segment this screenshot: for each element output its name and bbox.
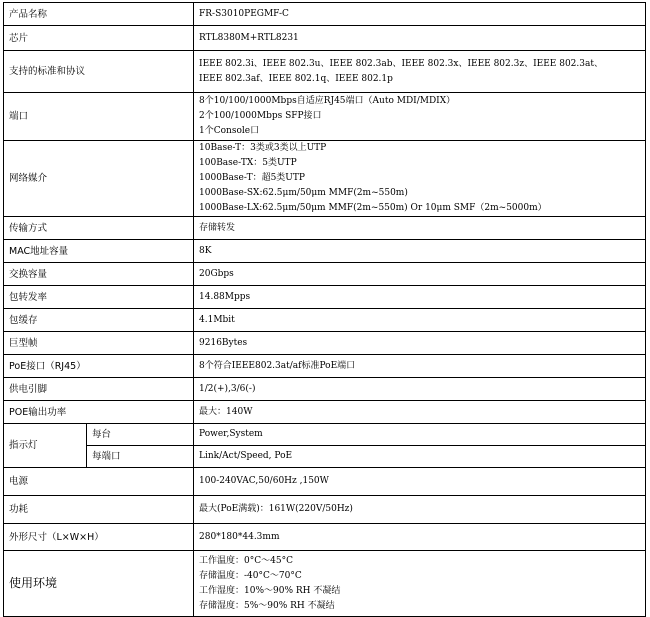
- row-label-poe-ports: PoE接口（RJ45）: [4, 355, 194, 378]
- row-value-packet-buffer: 4.1Mbit: [194, 309, 646, 332]
- row-value-per-unit: Power,System: [194, 424, 646, 446]
- row-value-power-pins: 1/2(+),3/6(-): [194, 378, 646, 401]
- spec-table: [3, 2, 646, 617]
- table-row: [4, 240, 646, 263]
- environment-line: 工作湿度：10%～90% RH 不凝结: [199, 585, 341, 596]
- table-row: [4, 26, 646, 51]
- table-row: [4, 286, 646, 309]
- table-row: [4, 551, 646, 617]
- row-value-power-supply: 100-240VAC,50/60Hz ,150W: [194, 468, 646, 496]
- spec-sheet: [3, 2, 645, 617]
- standards-line: IEEE 802.3af、IEEE 802.1q、IEEE 802.1p: [199, 73, 393, 84]
- row-value-power-consumption: 最大(PoE满载)：161W(220V/50Hz): [194, 496, 646, 524]
- table-row: [4, 263, 646, 286]
- row-value-network-media: [194, 141, 646, 217]
- row-value-environment: [194, 551, 646, 617]
- table-row: [4, 309, 646, 332]
- ports-line: 1个Console口: [199, 126, 260, 136]
- row-value-chip: RTL8380M+RTL8231: [194, 26, 646, 51]
- row-label-power-consumption: 功耗: [4, 496, 194, 524]
- table-row: [4, 51, 646, 93]
- table-row: [4, 332, 646, 355]
- row-value-transmission: 存储转发: [194, 217, 646, 240]
- row-value-standards: [194, 51, 646, 93]
- environment-line: 工作温度：0°C～45°C: [199, 555, 293, 566]
- row-value-mac-capacity: 8K: [194, 240, 646, 263]
- table-row: [4, 401, 646, 424]
- table-row: [4, 468, 646, 496]
- row-label-indicator: 指示灯: [4, 424, 87, 468]
- row-label-transmission: 传输方式: [4, 217, 194, 240]
- row-label-mac-capacity: MAC地址容量: [4, 240, 194, 263]
- row-value-poe-output-power: 最大：140W: [194, 401, 646, 424]
- row-value-switch-capacity: 20Gbps: [194, 263, 646, 286]
- row-label-environment: 使用环境: [4, 551, 194, 617]
- row-value-dimensions: 280*180*44.3mm: [194, 524, 646, 551]
- environment-line: 存储温度：-40°C～70°C: [199, 570, 302, 581]
- media-line: 100Base-TX：5类UTP: [199, 158, 297, 168]
- standards-line: IEEE 802.3i、IEEE 802.3u、IEEE 802.3ab、IEEE 802.3x、IEEE 802.3z、IEEE 802.3at、: [199, 58, 603, 69]
- row-label-ports: 端口: [4, 93, 194, 141]
- row-label-product-name: 产品名称: [4, 3, 194, 26]
- table-row: [4, 446, 646, 468]
- row-sublabel-per-port: 每端口: [87, 446, 194, 468]
- media-line: 1000Base-LX:62.5μm/50μm MMF(2m~550m) Or 10μm SMF（2m~5000m）: [199, 203, 547, 213]
- row-value-product-name: FR-S3010PEGMF-C: [194, 3, 646, 26]
- row-value-per-port: Link/Act/Speed, PoE: [194, 446, 646, 468]
- table-row: [4, 378, 646, 401]
- table-row: [4, 93, 646, 141]
- table-row: [4, 355, 646, 378]
- row-label-switch-capacity: 交换容量: [4, 263, 194, 286]
- row-label-network-media: 网络媒介: [4, 141, 194, 217]
- row-value-jumbo-frame: 9216Bytes: [194, 332, 646, 355]
- row-label-dimensions: 外形尺寸（L×W×H）: [4, 524, 194, 551]
- table-row: [4, 496, 646, 524]
- table-row: [4, 424, 646, 446]
- row-label-packet-buffer: 包缓存: [4, 309, 194, 332]
- environment-line: 存储湿度：5%～90% RH 不凝结: [199, 600, 335, 611]
- table-row: [4, 524, 646, 551]
- row-value-poe-ports: 8个符合IEEE802.3at/af标准PoE端口: [194, 355, 646, 378]
- row-label-poe-output-power: POE输出功率: [4, 401, 194, 424]
- media-line: 10Base-T：3类或3类以上UTP: [199, 143, 327, 153]
- row-label-forwarding-rate: 包转发率: [4, 286, 194, 309]
- row-label-standards: 支持的标准和协议: [4, 51, 194, 93]
- row-label-jumbo-frame: 巨型帧: [4, 332, 194, 355]
- media-line: 1000Base-T：超5类UTP: [199, 173, 305, 183]
- row-label-chip: 芯片: [4, 26, 194, 51]
- row-sublabel-per-unit: 每台: [87, 424, 194, 446]
- row-value-ports: [194, 93, 646, 141]
- ports-line: 2个100/1000Mbps SFP接口: [199, 111, 322, 121]
- table-row: [4, 217, 646, 240]
- ports-line: 8个10/100/1000Mbps自适应RJ45端口（Auto MDI/MDIX）: [199, 96, 456, 106]
- table-row: [4, 141, 646, 217]
- row-label-power-pins: 供电引脚: [4, 378, 194, 401]
- media-line: 1000Base-SX:62.5μm/50μm MMF(2m~550m): [199, 188, 408, 198]
- table-row: [4, 3, 646, 26]
- row-label-power-supply: 电源: [4, 468, 194, 496]
- row-value-forwarding-rate: 14.88Mpps: [194, 286, 646, 309]
